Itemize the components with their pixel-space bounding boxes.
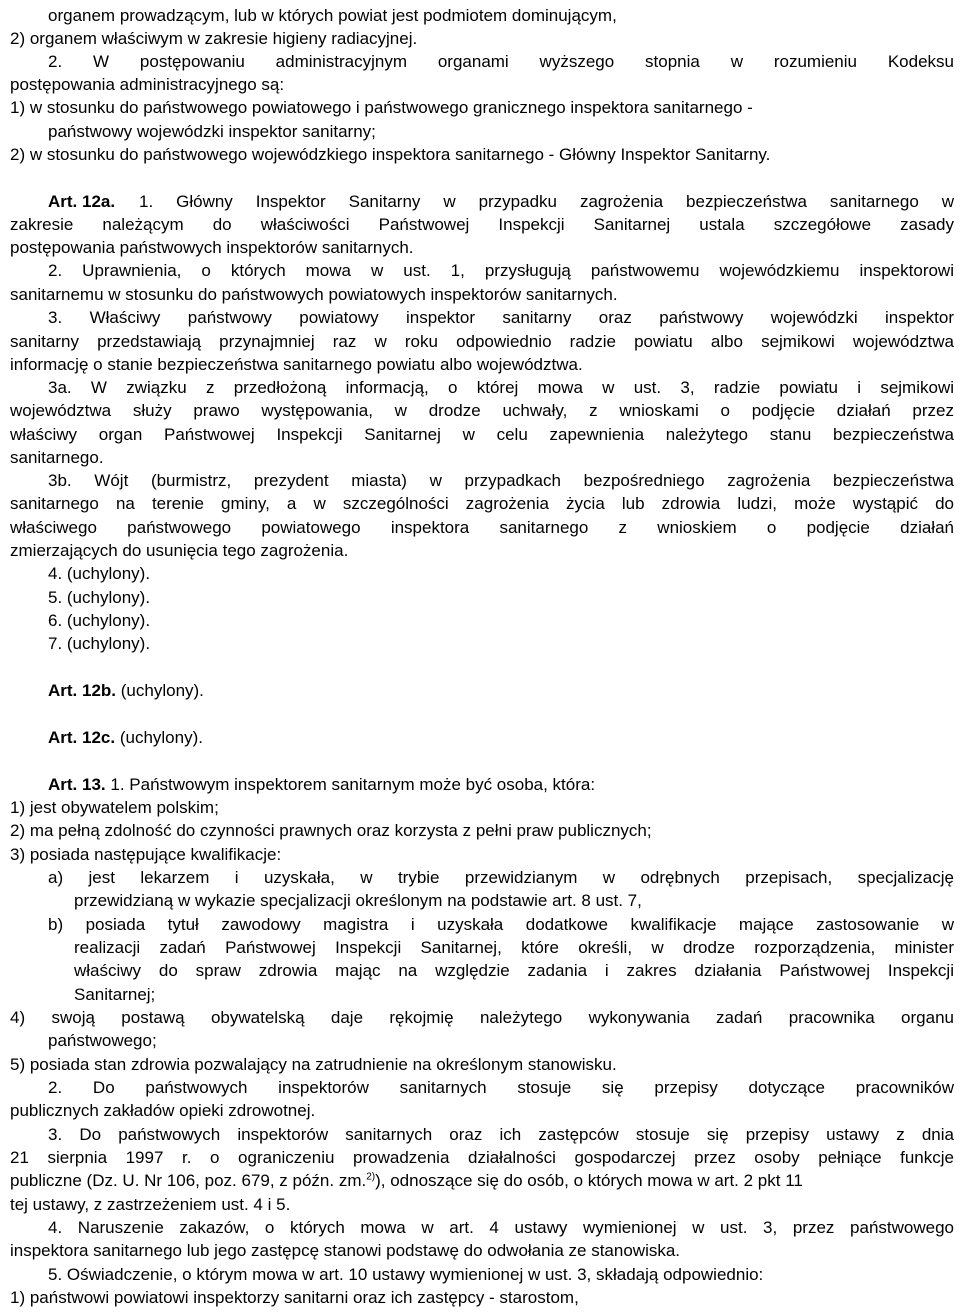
text-line: 5) posiada stan zdrowia pozwalający na zatrudnienie na określonym stanowisku. [10,1055,617,1074]
text-line: tej ustawy, z zastrzeżeniem ust. 4 i 5. [10,1195,291,1214]
text-line: sanitarnego. [10,448,104,467]
text-line: 5. Oświadczenie, o którym mowa w art. 10 ustawy wymienionej w ust. 3, składają odpowiednio: [48,1265,764,1284]
footnote-reference: 2) [366,1171,376,1183]
text-line: 4. Naruszenie zakazów, o których mowa w art. 4 ustawy wymienionej w ust. 3, przez państwowego [48,1218,954,1237]
text-line: właściwy organ Państwowej Inspekcji Sanitarnej w celu zapewnienia należytego stanu bezpieczeństwa [10,425,954,444]
text-line: 4) swoją postawą obywatelską daje rękojmię należytego wykonywania zadań pracownika organu [10,1008,954,1027]
text-line: 3b. Wójt (burmistrz, prezydent miasta) w przypadkach bezpośredniego zagrożenia bezpieczeństwa [48,471,954,490]
text-line: publiczne (Dz. U. Nr 106, poz. 679, z późn. zm.$^{2)}$), odnoszące się do osób, o których mowa w art. 2 pkt 11 [10,1171,803,1190]
article-heading: Art. 12c. (uchylony). [48,728,203,747]
text-line: 5. (uchylony). [48,588,151,607]
text-line: 2) organem właściwym w zakresie higieny radiacyjnej. [10,29,418,48]
text-line: 2) ma pełną zdolność do czynności prawnych oraz korzysta z pełni praw publicznych; [10,821,652,840]
text-line: publicznych zakładów opieki zdrowotnej. [10,1101,316,1120]
text-line: 3a. W związku z przedłożoną informacją, o której mowa w ust. 3, radzie powiatu i sejmikowi [48,378,954,397]
text-line: państwowego; [48,1031,157,1050]
text-line: 1. Główny Inspektor Sanitarny w przypadku zagrożenia bezpieczeństwa sanitarnego w [139,192,954,211]
article-heading: Art. 12b. (uchylony). [48,681,204,700]
text-line: postępowania administracyjnego są: [10,75,285,94]
text-line: sanitarnemu w stosunku do państwowych powiatowych inspektorów sanitarnych. [10,285,618,304]
text-line: sanitarnego na terenie gminy, a w szczególności zagrożenia życia lub zdrowia ludzi, może wystąpić do [10,494,954,513]
text-line: sanitarny przedstawiają przynajmniej raz w roku odpowiednio radzie powiatu albo sejmikowi województwa [10,332,954,351]
text-line: przewidzianą w wykazie specjalizacji określonym na podstawie art. 8 ust. 7, [74,891,642,910]
text-line: państwowy wojewódzki inspektor sanitarny; [48,122,376,141]
text-line: 2. Do państwowych inspektorów sanitarnych stosuje się przepisy dotyczące pracowników [48,1078,954,1097]
text-line: województwa służy prawo występowania, w drodze uchwały, z wnioskami o podjęcie działań przez [10,401,954,420]
text-line: 1) jest obywatelem polskim; [10,798,219,817]
text-line: właściwego państwowego powiatowego inspektora sanitarnego z wnioskiem o podjęcie działań [10,518,954,537]
text-line: 1) państwowi powiatowi inspektorzy sanitarni oraz ich zastępcy - starostom, [10,1288,579,1307]
text-line: 21 sierpnia 1997 r. o ograniczeniu prowadzenia działalności gospodarczej przez osoby pełniące funkcje [10,1148,954,1167]
text-line: zakresie należącym do właściwości Państwowej Inspekcji Sanitarnej ustala szczegółowe zasady [10,215,954,234]
article-heading: Art. 13. 1. Państwowym inspektorem sanitarnym może być osoba, która: [48,775,596,794]
text-line: informację o stanie bezpieczeństwa sanitarnego powiatu albo województwa. [10,355,583,374]
text-line: realizacji zadań Państwowej Inspekcji Sanitarnej, które określi, w drodze rozporządzenia, minister [74,938,954,957]
text-line: 4. (uchylony). [48,564,151,583]
text-line: 6. (uchylony). [48,611,151,630]
text-line: 2. W postępowaniu administracyjnym organami wyższego stopnia w rozumieniu Kodeksu [48,52,954,71]
text-line: 2) w stosunku do państwowego wojewódzkiego inspektora sanitarnego - Główny Inspektor Sanitarny. [10,145,771,164]
text-line: 2. Uprawnienia, o których mowa w ust. 1, przysługują państwowemu wojewódzkiemu inspektorowi [48,261,954,280]
text-line: Sanitarnej; [74,985,156,1004]
text-line: 7. (uchylony). [48,634,151,653]
text-line: a) jest lekarzem i uzyskała, w trybie przewidzianym w odrębnych przepisach, specjalizację [48,868,954,887]
text-line: zmierzających do usunięcia tego zagrożenia. [10,541,349,560]
text-line: postępowania państwowych inspektorów sanitarnych. [10,238,414,257]
text-line: organem prowadzącym, lub w których powiat jest podmiotem dominującym, [48,6,617,25]
text-line: 3. Do państwowych inspektorów sanitarnych oraz ich zastępców stosuje się przepisy ustawy z dnia [48,1125,954,1144]
text-line: właściwy do spraw zdrowia mając na względzie zadania i zakres działania Państwowej Inspekcji [74,961,954,980]
text-line: b) posiada tytuł zawodowy magistra i uzyskała dodatkowe kwalifikacje mające zastosowanie w [48,915,954,934]
article-heading: Art. 12a. [48,192,116,211]
text-line: inspektora sanitarnego lub jego zastępcę stanowi podstawę do odwołania ze stanowiska. [10,1241,681,1260]
text-line: 1) w stosunku do państwowego powiatowego i państwowego granicznego inspektora sanitarnego - [10,98,753,117]
text-line: 3. Właściwy państwowy powiatowy inspektor sanitarny oraz państwowy wojewódzki inspektor [48,308,954,327]
text-line: 3) posiada następujące kwalifikacje: [10,845,282,864]
